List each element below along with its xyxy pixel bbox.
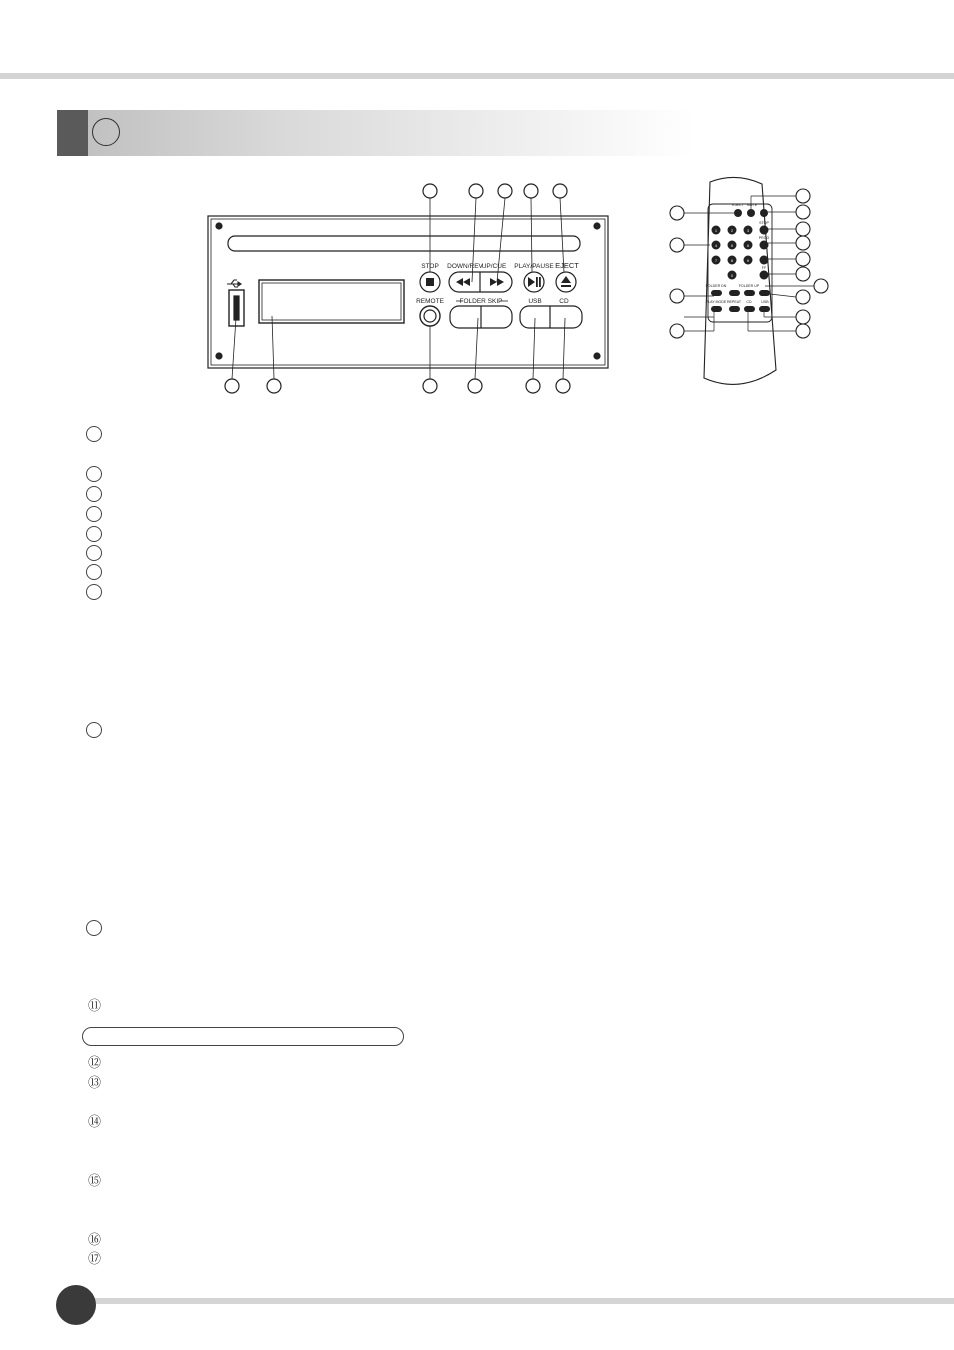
remote-body	[704, 177, 776, 384]
usb-label: USB	[528, 298, 542, 305]
key-3[interactable]: 3	[747, 229, 749, 233]
list-marker-13: ⑬	[88, 1075, 102, 1090]
list-marker-15: ⑮	[88, 1173, 102, 1188]
key-8[interactable]: 8	[731, 259, 733, 263]
key-0[interactable]: 0	[731, 274, 733, 278]
key-5[interactable]: 5	[731, 244, 733, 248]
list-marker-circle	[86, 426, 102, 442]
section-heading-pill	[82, 1027, 404, 1046]
key-4[interactable]: 4	[715, 244, 717, 248]
disc-slot	[228, 236, 580, 251]
list-marker-17: ⑰	[88, 1251, 102, 1266]
key-1[interactable]: 1	[715, 229, 717, 233]
remote-prog-label: PROG	[758, 236, 770, 240]
list-marker-circle	[86, 506, 102, 522]
remote-play-mode-label: PLAY MODE	[705, 300, 727, 304]
cd-label: CD	[559, 298, 569, 305]
key-2[interactable]: 2	[731, 229, 733, 233]
remote-usb-label: USB	[761, 300, 769, 304]
remote-cd-label: CD	[746, 300, 752, 304]
page-number-dot	[56, 1285, 96, 1325]
list-marker-circle	[86, 920, 102, 936]
remote-repeat-label: REPEAT	[726, 300, 742, 304]
list-marker-circle	[86, 722, 102, 738]
remote-sensor	[420, 306, 440, 326]
remote-label: REMOTE	[416, 298, 444, 305]
list-marker-circle	[86, 486, 102, 502]
list-marker-14: ⑭	[88, 1114, 102, 1129]
list-marker-11: ⑪	[88, 998, 102, 1013]
down-rev-label: DOWN/REV	[447, 263, 483, 270]
eject-label: EJECT	[555, 261, 579, 270]
key-6[interactable]: 6	[747, 244, 749, 248]
remote-stop-label: STOP	[759, 221, 769, 225]
folder-skip-label: FOLDER SKIP	[459, 298, 503, 305]
list-marker-circle	[86, 526, 102, 542]
play-pause-label: PLAY/PAUSE	[514, 263, 554, 270]
list-marker-circle	[86, 545, 102, 561]
key-7[interactable]: 7	[715, 259, 717, 263]
bottom-rule	[80, 1298, 954, 1304]
list-marker-circle	[86, 564, 102, 580]
remote-eject-label: EJECT	[732, 203, 744, 207]
remote-mute-label: MUTE	[746, 203, 758, 207]
remote-folder-dn-label: FOLDER DN	[705, 284, 727, 288]
usb-cd-buttons[interactable]	[520, 306, 582, 328]
up-cue-label: UP/CUE	[481, 263, 507, 270]
list-marker-12: ⑫	[88, 1055, 102, 1070]
key-9[interactable]: 9	[747, 259, 749, 263]
remote-folder-up-label: FOLDER UP	[738, 284, 760, 288]
lcd-display	[259, 280, 404, 323]
remote-control-diagram	[640, 170, 840, 395]
list-marker-circle	[86, 466, 102, 482]
remote-ff-label: FF	[761, 266, 767, 270]
panel-outline	[208, 216, 608, 368]
list-marker-16: ⑯	[88, 1232, 102, 1247]
list-marker-circle	[86, 584, 102, 600]
stop-label: STOP	[421, 263, 439, 270]
